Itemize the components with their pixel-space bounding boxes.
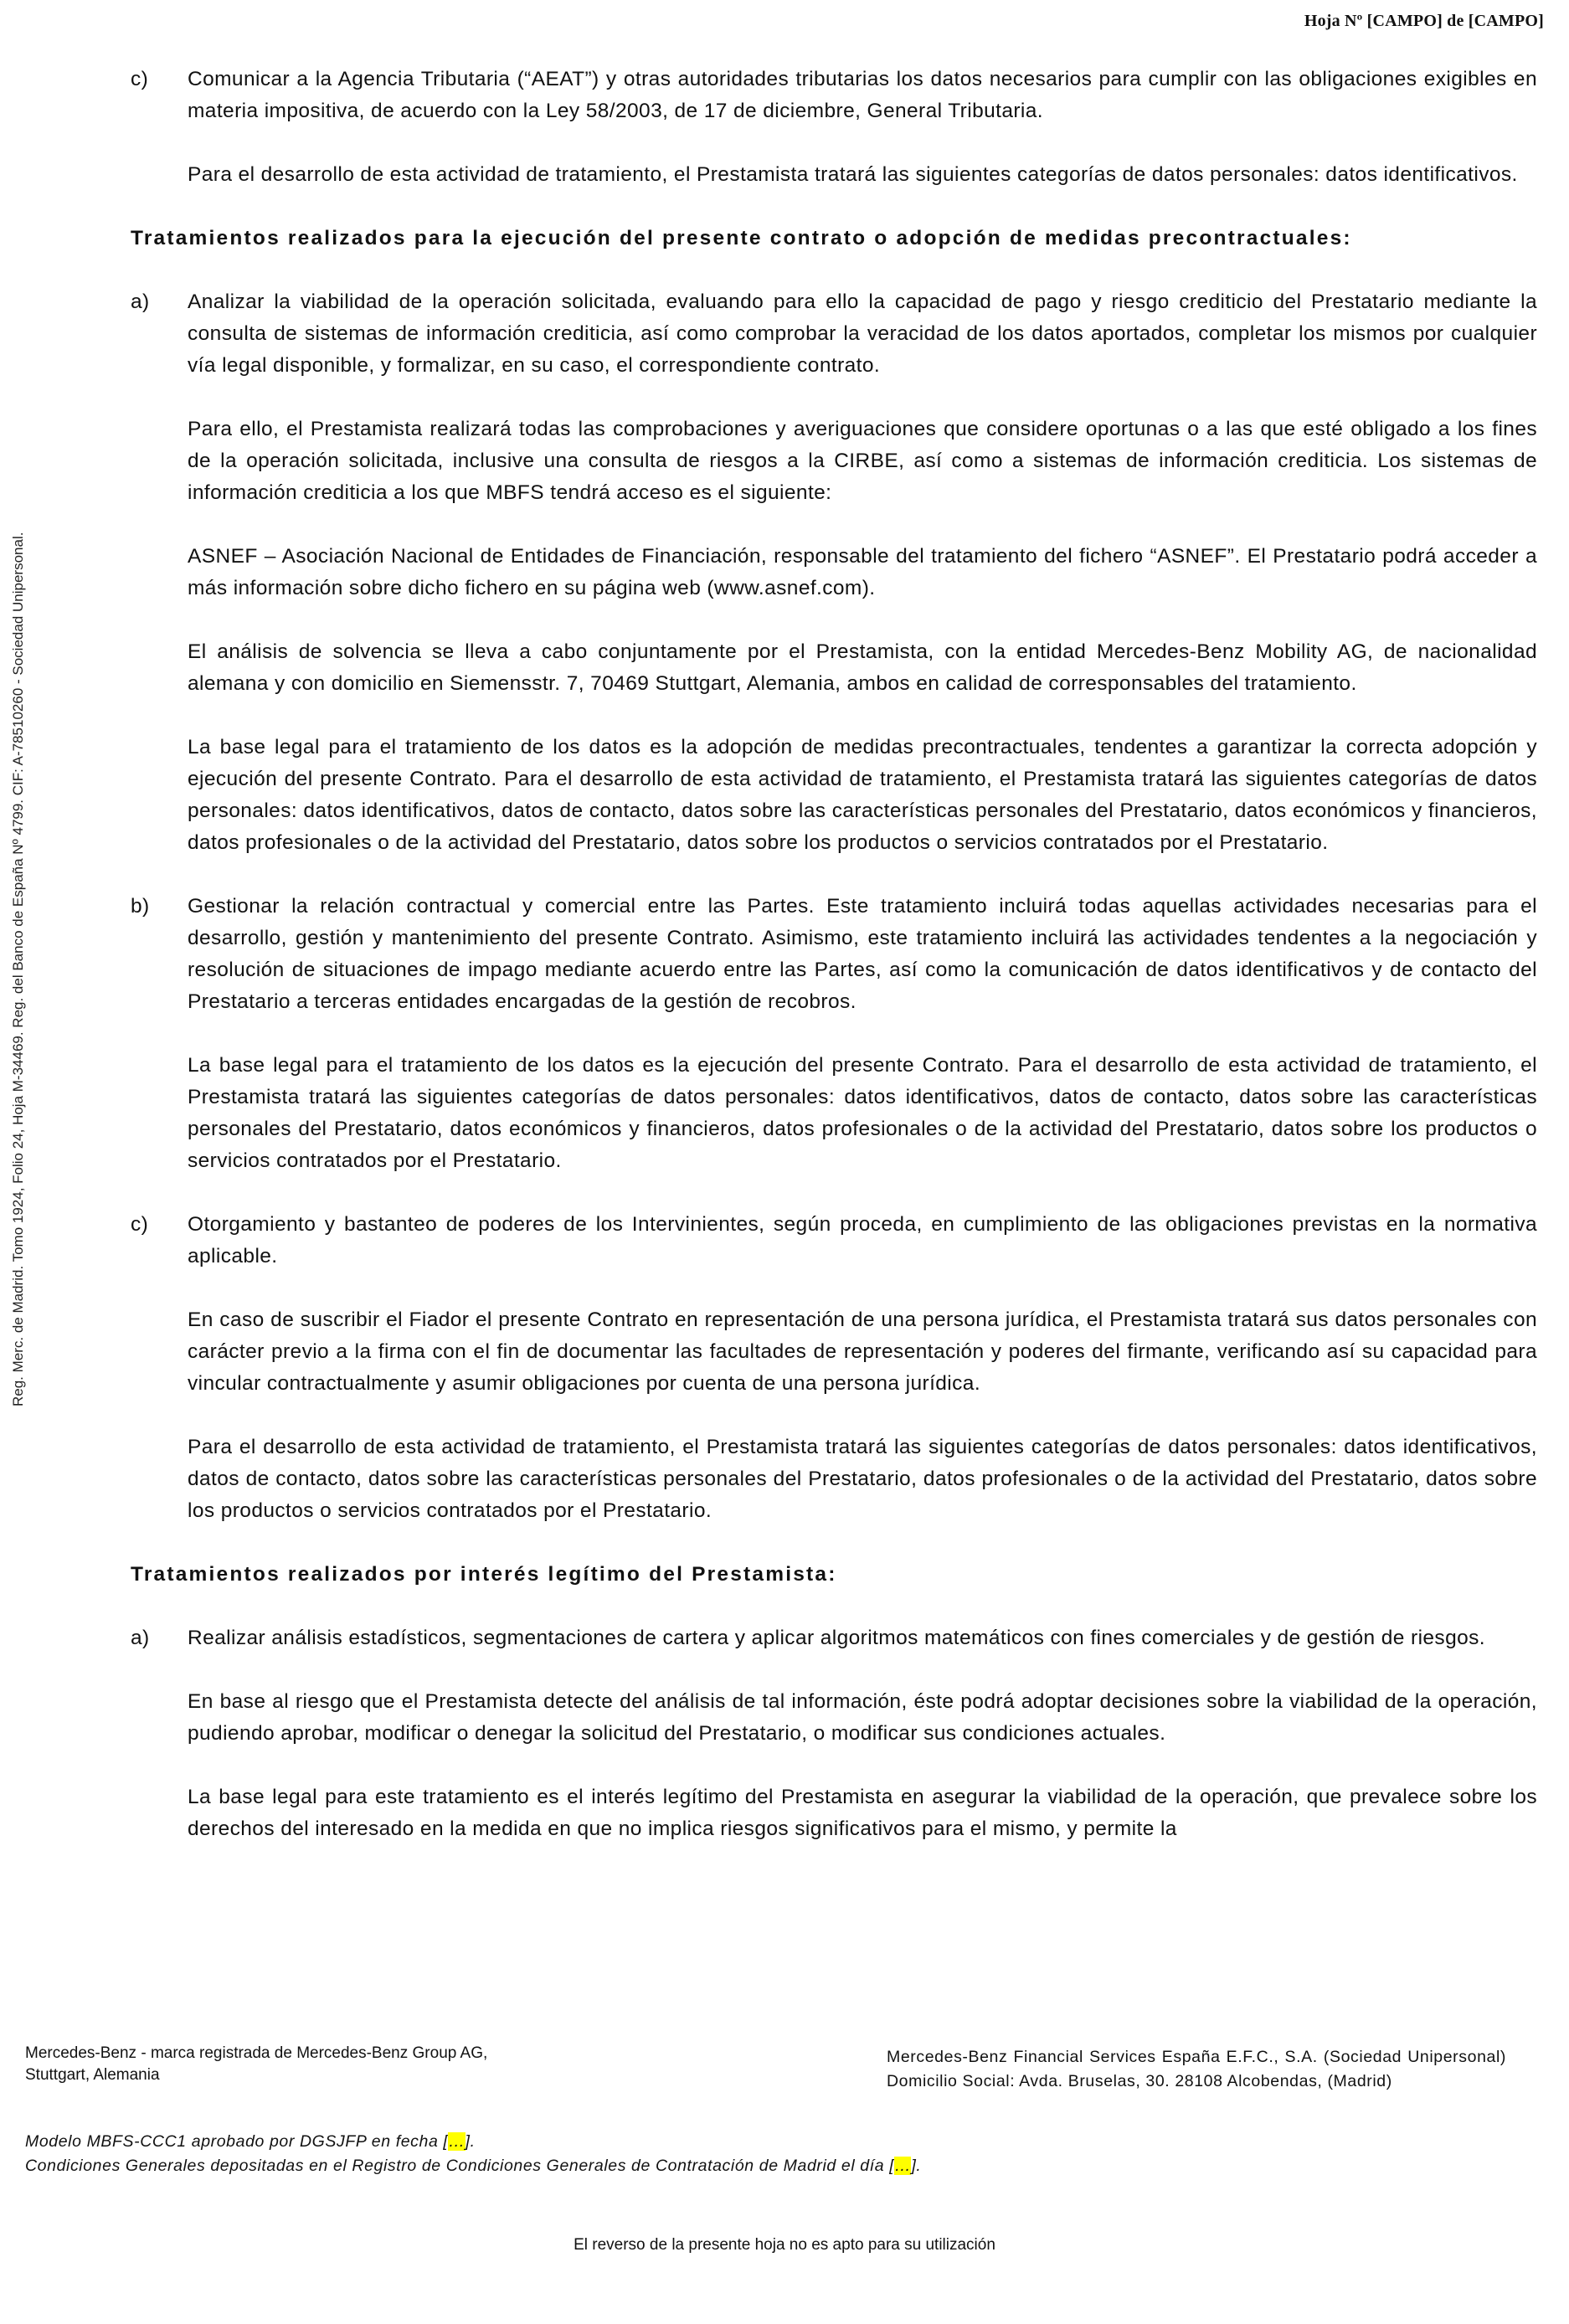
- item-marker: a): [131, 290, 150, 313]
- paragraph: Analizar la viabilidad de la operación solicitada, evaluando para ello la capacidad de pago y riesgo crediticio del Prestatario mediante la consulta de sistemas de información crediticia, así como comprobar la veracidad de los datos aportados, completar los mismos por cualquier vía legal disponible, y formalizar, en su caso, el correspondiente contrato.: [188, 290, 1537, 377]
- paragraph: ASNEF – Asociación Nacional de Entidades de Financiación, responsable del tratamiento del fichero “ASNEF”. El Prestatario podrá acceder a más información sobre dicho fichero en su página web (www.asnef.com).: [188, 545, 1537, 599]
- paragraph: En caso de suscribir el Fiador el presente Contrato en representación de una persona jurídica, el Prestamista tratará sus datos personales con carácter previo a la firma con el fin de documentar las facultades de representación y poderes del firmante, verificando así su capacidad para vincular contractualmente y asumir obligaciones por cuenta de una persona jurídica.: [188, 1309, 1537, 1395]
- brand-notice: [25, 2043, 611, 2086]
- company-address: Mercedes-Benz Financial Services España E.F.C., S.A. (Sociedad Unipersonal) Domicilio Social: Avda. Bruselas, 30. 28108 Alcobendas, (Madrid): [887, 2048, 1506, 2090]
- paragraph: Realizar análisis estadísticos, segmentaciones de cartera y aplicar algoritmos matemáticos con fines comerciales y de gestión de riesgos.: [188, 1627, 1485, 1649]
- section2-item-a: [131, 1622, 1537, 1845]
- paragraph: Gestionar la relación contractual y comercial entre las Partes. Este tratamiento incluirá todas aquellas actividades necesarias para el desarrollo, gestión y mantenimiento del presente Contrato. Asimismo, este tratamiento incluirá las actividades tendentes a la negociación y resolución de situaciones de impago mediante acuerdo entre las Partes, así como la comunicación de datos identificativos y de contacto del Prestatario a terceras entidades encargadas de la gestión de recobros.: [188, 895, 1537, 1013]
- item-marker: c): [131, 68, 149, 90]
- paragraph: En base al riesgo que el Prestamista detecte del análisis de tal información, éste podrá adoptar decisiones sobre la viabilidad de la operación, pudiendo aprobar, modificar o denegar la solicitud del Prestatario, o modificar sus condiciones actuales.: [188, 1690, 1537, 1745]
- item-marker: a): [131, 1627, 150, 1649]
- sheet-number-header: Hoja Nº [CAMPO] de [CAMPO]: [1304, 12, 1544, 30]
- section1-item-c: [131, 1209, 1537, 1527]
- item-marker: b): [131, 895, 150, 918]
- conditions-registry-line: Condiciones Generales depositadas en el Registro de Condiciones Generales de Contratación de Madrid el día […].: [25, 2157, 922, 2175]
- paragraph: Para el desarrollo de esta actividad de tratamiento, el Prestamista tratará las siguientes categorías de datos personales: datos identificativos.: [188, 163, 1518, 186]
- intro-item-c: [131, 64, 1537, 191]
- model-approval-notes: [25, 2130, 1281, 2178]
- section-heading-contract: Tratamientos realizados para la ejecución del presente contrato o adopción de medidas precontractuales:: [131, 227, 1352, 249]
- date-placeholder-field[interactable]: …: [448, 2132, 466, 2151]
- paragraph: Comunicar a la Agencia Tributaria (“AEAT”) y otras autoridades tributarias los datos necesarios para cumplir con las obligaciones exigibles en materia impositiva, de acuerdo con la Ley 58/2003, de 17 de diciembre, General Tributaria.: [188, 68, 1537, 122]
- paragraph: La base legal para el tratamiento de los datos es la ejecución del presente Contrato. Para el desarrollo de esta actividad de tratamiento, el Prestamista tratará las siguientes categorías de datos personales: datos identificativos, datos de contacto, datos sobre las características personales del Prestatario, datos económicos y financieros, datos profesionales o de la actividad del Prestatario, datos sobre los productos o servicios contratados por el Prestatario.: [188, 1054, 1537, 1172]
- paragraph: Otorgamiento y bastanteo de poderes de los Intervinientes, según proceda, en cumplimiento de las obligaciones previstas en la normativa aplicable.: [188, 1213, 1537, 1267]
- item-marker: c): [131, 1213, 149, 1236]
- paragraph: Para el desarrollo de esta actividad de tratamiento, el Prestamista tratará las siguientes categorías de datos personales: datos identificativos, datos de contacto, datos sobre las características personales del Prestatario, datos profesionales o de la actividad del Prestatario, datos sobre los productos o servicios contratados por el Prestatario.: [188, 1436, 1537, 1522]
- registry-side-note: Reg. Merc. de Madrid. Tomo 1924, Folio 24, Hoja M-34469. Reg. del Banco de España Nº 4799. CIF: A-78510260 - Sociedad Unipersonal.: [10, 532, 26, 1406]
- date-placeholder-field[interactable]: …: [894, 2157, 912, 2175]
- document-body: [131, 64, 1537, 1877]
- brand-line: Mercedes-Benz - marca registrada de Mercedes-Benz Group AG,: [25, 2044, 488, 2062]
- section1-item-b: [131, 891, 1537, 1177]
- paragraph: La base legal para el tratamiento de los datos es la adopción de medidas precontractuales, tendentes a garantizar la correcta adopción y ejecución del presente Contrato. Para el desarrollo de esta actividad de tratamiento, el Prestamista tratará las siguientes categorías de datos personales: datos identificativos, datos de contacto, datos sobre las características personales del Prestatario, datos económicos y financieros, datos profesionales o de la actividad del Prestatario, datos sobre los productos o servicios contratados por el Prestatario.: [188, 736, 1537, 854]
- paragraph: Para ello, el Prestamista realizará todas las comprobaciones y averiguaciones que considere oportunas o a las que esté obligado a los fines de la operación solicitada, inclusive una consulta de riesgos a la CIRBE, así como a sistemas de información crediticia. Los sistemas de información crediticia a los que MBFS tendrá acceso es el siguiente:: [188, 418, 1537, 504]
- section-heading-legitimate-interest: Tratamientos realizados por interés legítimo del Prestamista:: [131, 1563, 837, 1586]
- paragraph: La base legal para este tratamiento es el interés legítimo del Prestamista en asegurar la viabilidad de la operación, que prevalece sobre los derechos del interesado en la medida en que no implica riesgos significativos para el mismo, y permite la: [188, 1786, 1537, 1840]
- model-approval-line: Modelo MBFS-CCC1 aprobado por DGSJFP en fecha […].: [25, 2132, 476, 2151]
- brand-line: Stuttgart, Alemania: [25, 2066, 160, 2084]
- section1-item-a: [131, 286, 1537, 859]
- reverse-side-note: El reverso de la presente hoja no es apto para su utilización: [574, 2236, 995, 2254]
- paragraph: El análisis de solvencia se lleva a cabo conjuntamente por el Prestamista, con la entidad Mercedes-Benz Mobility AG, de nacionalidad alemana y con domicilio en Siemensstr. 7, 70469 Stuttgart, Alemania, ambos en calidad de corresponsables del tratamiento.: [188, 640, 1537, 695]
